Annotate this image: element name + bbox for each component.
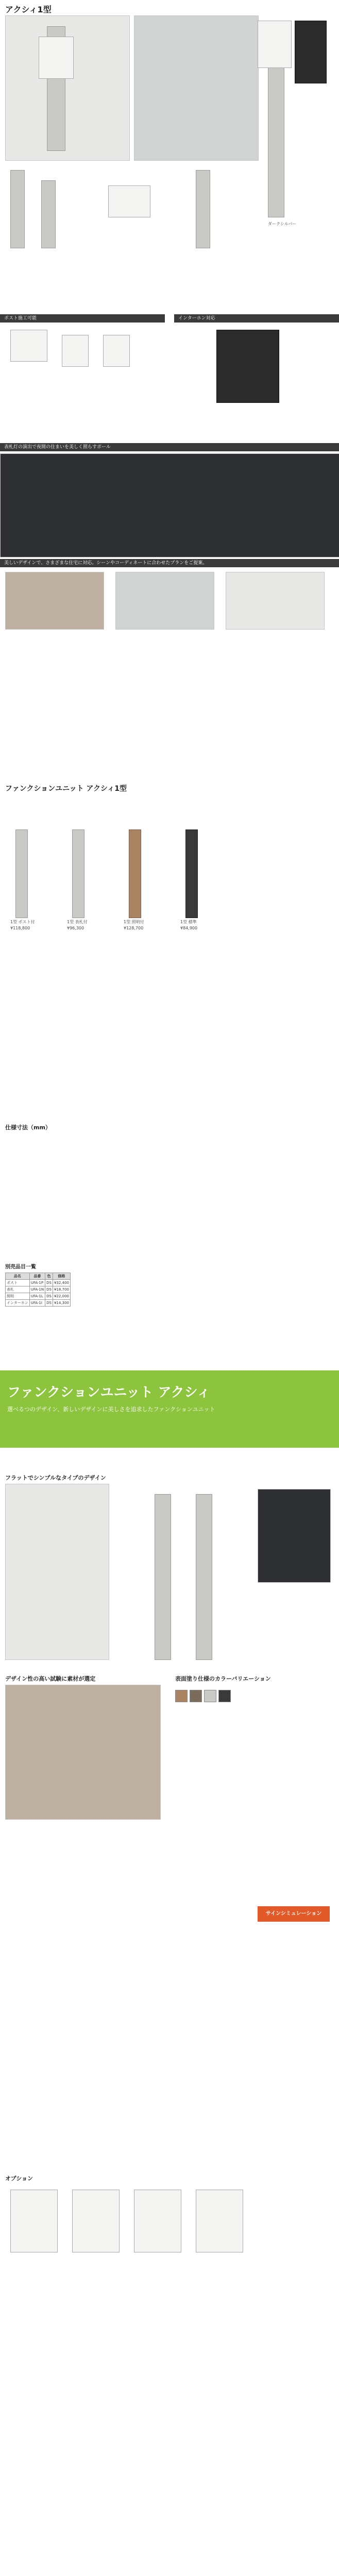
- lineup-post-4: [185, 829, 198, 918]
- option-box-4: [196, 2190, 243, 2252]
- facade-photo: [5, 1685, 161, 1820]
- cell: DS: [45, 1300, 53, 1307]
- lineup-post-1: [15, 829, 28, 918]
- section-lighting: 表札灯の演出で夜間の住まいを美しく照らすポール: [0, 443, 339, 451]
- cell: DS: [45, 1286, 53, 1293]
- lineup-label-2: 1型 表札付: [67, 920, 88, 924]
- cell: UFA-1I: [29, 1300, 45, 1307]
- swatch-bronze: [190, 1690, 202, 1702]
- lineup-post-2: [72, 829, 84, 918]
- cell: 表札: [6, 1286, 30, 1293]
- design-photo-1: [5, 572, 104, 630]
- option-table: [5, 1273, 71, 1307]
- cell: ¥18,700: [53, 1286, 70, 1293]
- cell: ポスト: [6, 1280, 30, 1286]
- design-photo-3: [226, 572, 325, 630]
- cell: ¥32,400: [53, 1280, 70, 1286]
- hero-photo-mid: [134, 15, 259, 161]
- page-title: アクシィ1型: [5, 5, 52, 14]
- mailbox: [39, 37, 74, 79]
- night-photo: [0, 453, 339, 557]
- lineup-label-3: 1型 照明付: [124, 920, 144, 924]
- promo-subtitle: 選べるつのデザイン、新しいデザインに美しさを追求したファンクションユニット: [7, 1406, 215, 1413]
- hero-photo-left: [5, 15, 130, 161]
- post-option-b: [62, 335, 89, 367]
- flat-post-2: [196, 1494, 212, 1660]
- promo-band: [0, 1370, 339, 1448]
- flat-photo-dark: [258, 1489, 331, 1583]
- mailbox-small: [108, 185, 150, 217]
- swatch-silver: [204, 1690, 216, 1702]
- caption-dark: ダークシルバー: [268, 222, 297, 226]
- lineup-price-1: ¥118,800: [10, 926, 30, 930]
- post-b: [41, 180, 56, 248]
- post-option-c: [103, 335, 130, 367]
- col-code: 品番: [29, 1273, 45, 1280]
- table-title: 別売品目一覧: [5, 1264, 36, 1270]
- mailbox-dark: [295, 21, 327, 83]
- cell: 照明: [6, 1293, 30, 1300]
- lineup-label-4: 1型 標準: [180, 920, 197, 924]
- option-title: オプション: [5, 2175, 33, 2182]
- option-box-1: [10, 2190, 58, 2252]
- finish-title: 表面塗り仕様のカラーバリエーション: [175, 1675, 271, 1682]
- cell: UFA-1N: [29, 1286, 45, 1293]
- flat-post-1: [155, 1494, 171, 1660]
- section-intercom: インターホン対応: [174, 314, 339, 323]
- post-option-a: [10, 330, 47, 362]
- lineup-price-4: ¥84,900: [180, 926, 198, 930]
- intercom-unit: [216, 330, 279, 403]
- option-box-3: [134, 2190, 181, 2252]
- swatch-dark: [218, 1690, 231, 1702]
- cell: UFA-1P: [29, 1280, 45, 1286]
- col-name: 品名: [6, 1273, 30, 1280]
- cell: DS: [45, 1293, 53, 1300]
- post-a: [10, 170, 25, 248]
- spec-title: 仕様寸法（mm）: [5, 1124, 51, 1131]
- cell: DS: [45, 1280, 53, 1286]
- col-price: 価格: [53, 1273, 70, 1280]
- cell: ¥22,000: [53, 1293, 70, 1300]
- option-box-2: [72, 2190, 120, 2252]
- cell: ¥14,300: [53, 1300, 70, 1307]
- simulation-button[interactable]: サインシミュレーション: [258, 1906, 330, 1922]
- section-design: 美しいデザインで、さまざまな住宅に対応。シーンやコーディネートに合わせたプランをご提案。: [0, 559, 339, 567]
- cell: インターホン: [6, 1300, 30, 1307]
- section-post: ポスト施工可能: [0, 314, 165, 323]
- col-color: 色: [45, 1273, 53, 1280]
- promo-title: ファンクションユニット アクシィ: [7, 1385, 211, 1400]
- cell: UFA-1L: [29, 1293, 45, 1300]
- post-c: [196, 170, 210, 248]
- mailbox-tall: [258, 21, 292, 68]
- design-photo-2: [115, 572, 214, 630]
- swatch-wood: [175, 1690, 188, 1702]
- flat-title: フラットでシンプルなタイプのデザイン: [5, 1475, 106, 1481]
- flat-photo: [5, 1484, 109, 1660]
- lineup-price-2: ¥96,300: [67, 926, 84, 930]
- facade-title: デザイン性の高い試験に素材が選定: [5, 1675, 96, 1682]
- lineup-label-1: 1型 ポスト付: [10, 920, 35, 924]
- lineup-title: ファンクションユニット アクシィ1型: [5, 785, 127, 793]
- lineup-post-3: [129, 829, 141, 918]
- lineup-price-3: ¥128,700: [124, 926, 144, 930]
